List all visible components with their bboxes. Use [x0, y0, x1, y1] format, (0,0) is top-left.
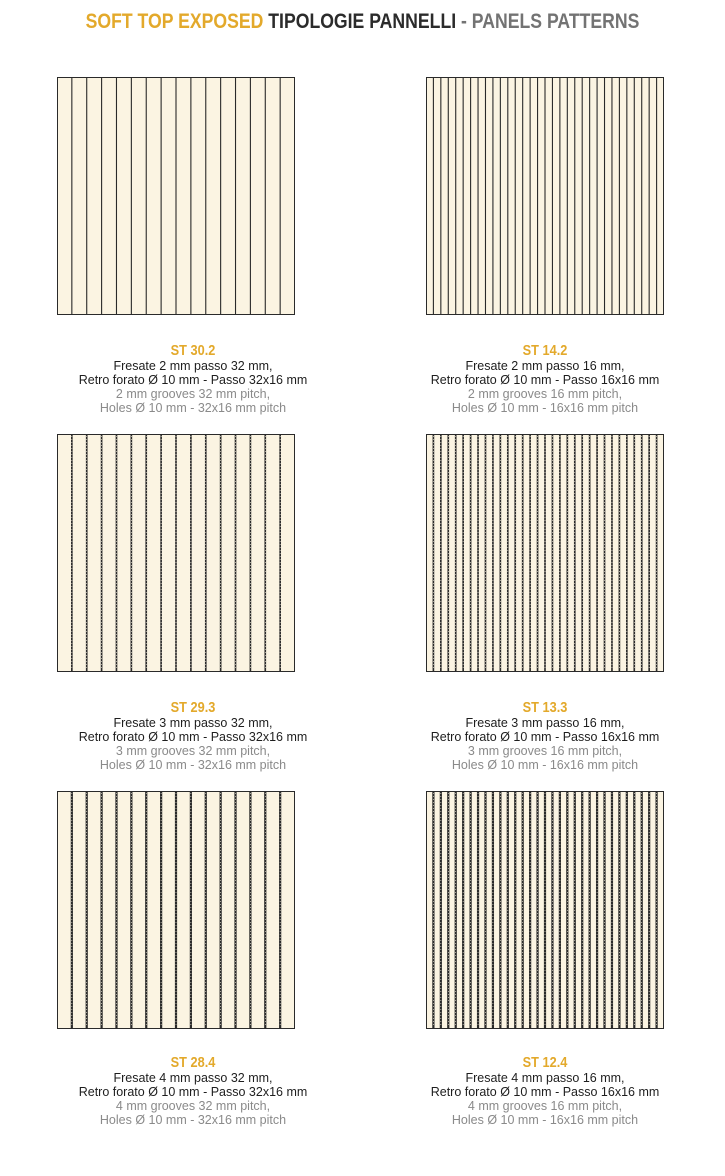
groove-line — [559, 78, 560, 314]
title-product-name: SOFT TOP EXPOSED — [85, 10, 264, 33]
groove-line — [544, 78, 545, 314]
panel-swatch — [426, 77, 664, 315]
groove-line — [250, 78, 251, 314]
groove-line — [433, 78, 434, 314]
groove-line — [626, 78, 627, 314]
groove-line — [131, 78, 132, 314]
panel-desc-it-1: Fresate 2 mm passo 32 mm, — [113, 359, 273, 373]
panel-desc-it-2: Retro forato Ø 10 mm - Passo 32x16 mm — [78, 373, 308, 387]
panel-desc-it-2: Retro forato Ø 10 mm - Passo 16x16 mm — [430, 730, 660, 744]
groove-line — [515, 78, 516, 314]
groove-line — [611, 78, 612, 314]
panel-caption — [43, 343, 343, 415]
groove-line — [440, 78, 441, 314]
groove-line — [175, 78, 176, 314]
panel-desc-it-2: Retro forato Ø 10 mm - Passo 16x16 mm — [430, 1085, 660, 1099]
panel-swatch — [57, 77, 295, 315]
panel-desc-it-1: Fresate 3 mm passo 32 mm, — [113, 716, 273, 730]
panel-desc-en-2: Holes Ø 10 mm - 16x16 mm pitch — [451, 401, 639, 415]
groove-line — [507, 78, 508, 314]
panel-code: ST 12.4 — [522, 1054, 568, 1071]
groove-line — [220, 78, 221, 314]
groove-line — [101, 78, 102, 314]
groove-line — [619, 78, 620, 314]
panel-swatch — [426, 434, 664, 672]
panel-desc-en-1: 4 mm grooves 32 mm pitch, — [115, 1099, 271, 1113]
groove-line — [455, 78, 456, 314]
panel-caption — [395, 343, 695, 415]
groove-line — [235, 78, 236, 314]
groove-line — [530, 78, 531, 314]
groove-line — [552, 78, 553, 314]
panel-swatch — [426, 791, 664, 1029]
panel-caption — [43, 700, 343, 772]
groove-line — [86, 78, 87, 314]
groove-line — [604, 78, 605, 314]
groove-line — [205, 78, 206, 314]
panel-desc-it-1: Fresate 4 mm passo 32 mm, — [113, 1071, 273, 1085]
groove-line — [634, 78, 635, 314]
groove-line — [485, 78, 486, 314]
groove-line — [116, 78, 117, 314]
panel-code: ST 28.4 — [170, 1054, 216, 1071]
groove-line — [589, 78, 590, 314]
panel-swatch — [57, 791, 295, 1029]
panel-code: ST 29.3 — [170, 699, 216, 716]
groove-line — [582, 78, 583, 314]
groove-line — [190, 78, 191, 314]
panel-desc-it-1: Fresate 4 mm passo 16 mm, — [465, 1071, 625, 1085]
panel-desc-en-2: Holes Ø 10 mm - 32x16 mm pitch — [99, 1113, 287, 1127]
title-italian: TIPOLOGIE PANNELLI — [268, 10, 457, 33]
groove-line — [492, 78, 493, 314]
panel-code: ST 13.3 — [522, 699, 568, 716]
groove-line — [649, 78, 650, 314]
page-title — [58, 10, 667, 34]
panel-code: ST 30.2 — [170, 342, 216, 359]
panel-desc-it-2: Retro forato Ø 10 mm - Passo 32x16 mm — [78, 730, 308, 744]
panel-desc-en-2: Holes Ø 10 mm - 32x16 mm pitch — [99, 401, 287, 415]
panel-desc-it-1: Fresate 2 mm passo 16 mm, — [465, 359, 625, 373]
groove-line — [265, 78, 266, 314]
title-english: - PANELS PATTERNS — [461, 10, 640, 33]
panel-code: ST 14.2 — [522, 342, 568, 359]
panel-swatch — [57, 434, 295, 672]
panel-desc-en-1: 2 mm grooves 32 mm pitch, — [115, 387, 271, 401]
panel-caption — [395, 700, 695, 772]
groove-line — [567, 78, 568, 314]
groove-line — [146, 78, 147, 314]
groove-line — [470, 78, 471, 314]
groove-line — [161, 78, 162, 314]
panel-caption — [43, 1055, 343, 1127]
groove-line — [280, 78, 281, 314]
panel-desc-en-2: Holes Ø 10 mm - 16x16 mm pitch — [451, 1113, 639, 1127]
groove-line — [574, 78, 575, 314]
groove-line — [537, 78, 538, 314]
groove-line — [641, 78, 642, 314]
panel-desc-en-2: Holes Ø 10 mm - 32x16 mm pitch — [99, 758, 287, 772]
panel-desc-it-1: Fresate 3 mm passo 16 mm, — [465, 716, 625, 730]
groove-line — [500, 78, 501, 314]
panel-desc-en-1: 4 mm grooves 16 mm pitch, — [467, 1099, 623, 1113]
groove-line — [597, 78, 598, 314]
panel-caption — [395, 1055, 695, 1127]
panel-desc-en-2: Holes Ø 10 mm - 16x16 mm pitch — [451, 758, 639, 772]
panel-desc-it-2: Retro forato Ø 10 mm - Passo 16x16 mm — [430, 373, 660, 387]
panel-desc-en-1: 3 mm grooves 16 mm pitch, — [467, 744, 623, 758]
panel-desc-it-2: Retro forato Ø 10 mm - Passo 32x16 mm — [78, 1085, 308, 1099]
groove-line — [522, 78, 523, 314]
groove-line — [448, 78, 449, 314]
panel-desc-en-1: 3 mm grooves 32 mm pitch, — [115, 744, 271, 758]
groove-line — [477, 78, 478, 314]
groove-line — [656, 78, 657, 314]
panel-desc-en-1: 2 mm grooves 16 mm pitch, — [467, 387, 623, 401]
groove-line — [463, 78, 464, 314]
groove-line — [71, 78, 72, 314]
